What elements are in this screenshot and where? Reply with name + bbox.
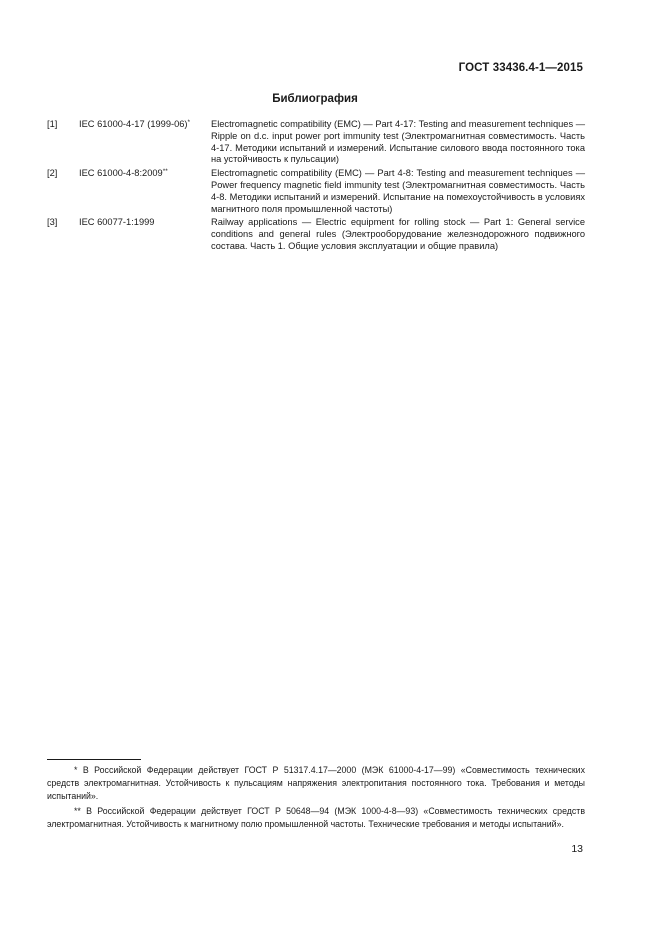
footnote-marker: ** — [162, 168, 168, 176]
entry-number: [1] — [47, 119, 58, 129]
entry-identifier — [79, 119, 211, 166]
entry-identifier — [79, 168, 211, 215]
footnote-divider — [47, 759, 141, 760]
footnote: ** В Российской Федерации действует ГОСТ Р 50648—94 (МЭК 1000-4-8—93) «Совместимость технических средств электромагнитная. Устойчивость к магнитному полю промышленной частоты. Технические требования и методы испытаний». — [47, 806, 585, 830]
bibliography-entry — [47, 217, 585, 252]
document-header: ГОСТ 33436.4-1—2015 — [458, 62, 583, 74]
entry-id-text: IEC 61000-4-17 (1999-06) — [79, 119, 188, 129]
entry-identifier — [79, 217, 211, 252]
entry-number: [2] — [47, 168, 58, 179]
entry-description: Electromagnetic compatibility (EMC) — Part 4-17: Testing and measurement techniques — Ripple on d.c. input power port immunity test (Электромагнитная совместимость. Часть 4-17. Методики испытаний и измерений. Испытание силового ввода постоянного тока на устойчивость к пульсации) — [211, 119, 585, 165]
bibliography-list — [47, 119, 585, 255]
entry-description: Railway applications — Electric equipment for rolling stock — Part 1: General service conditions and general rules (Электрооборудование железнодорожного подвижного состава. Часть 1. Общие условия эксплуатации и общие правила) — [211, 217, 585, 251]
bibliography-entry — [47, 119, 585, 166]
entry-description: Electromagnetic compatibility (EMC) — Part 4-8: Testing and measurement techniques — Power frequency magnetic field immunity test (Электромагнитная совместимость. Часть 4-8. Методики испытаний и измерений. Испытание на помехоустойчивость в условиях магнитного поля промышленной частоты) — [211, 168, 585, 214]
entry-id-text: IEC 61000-4-8:2009 — [79, 168, 163, 179]
entry-id-text: IEC 60077-1:1999 — [79, 217, 155, 228]
entry-number: [3] — [47, 217, 58, 228]
footnote-marker: * — [187, 119, 191, 126]
page-title: Библиография — [272, 93, 358, 105]
page-number: 13 — [571, 843, 583, 855]
footnote: * В Российской Федерации действует ГОСТ Р 51317.4.17—2000 (МЭК 61000-4-17—99) «Совместимость технических средств электромагнитная. Устойчивость к пульсациям напряжения электропитания постоянного тока. Требования и методы испытаний». — [47, 765, 585, 801]
bibliography-entry — [47, 168, 585, 215]
footnotes — [47, 764, 585, 834]
